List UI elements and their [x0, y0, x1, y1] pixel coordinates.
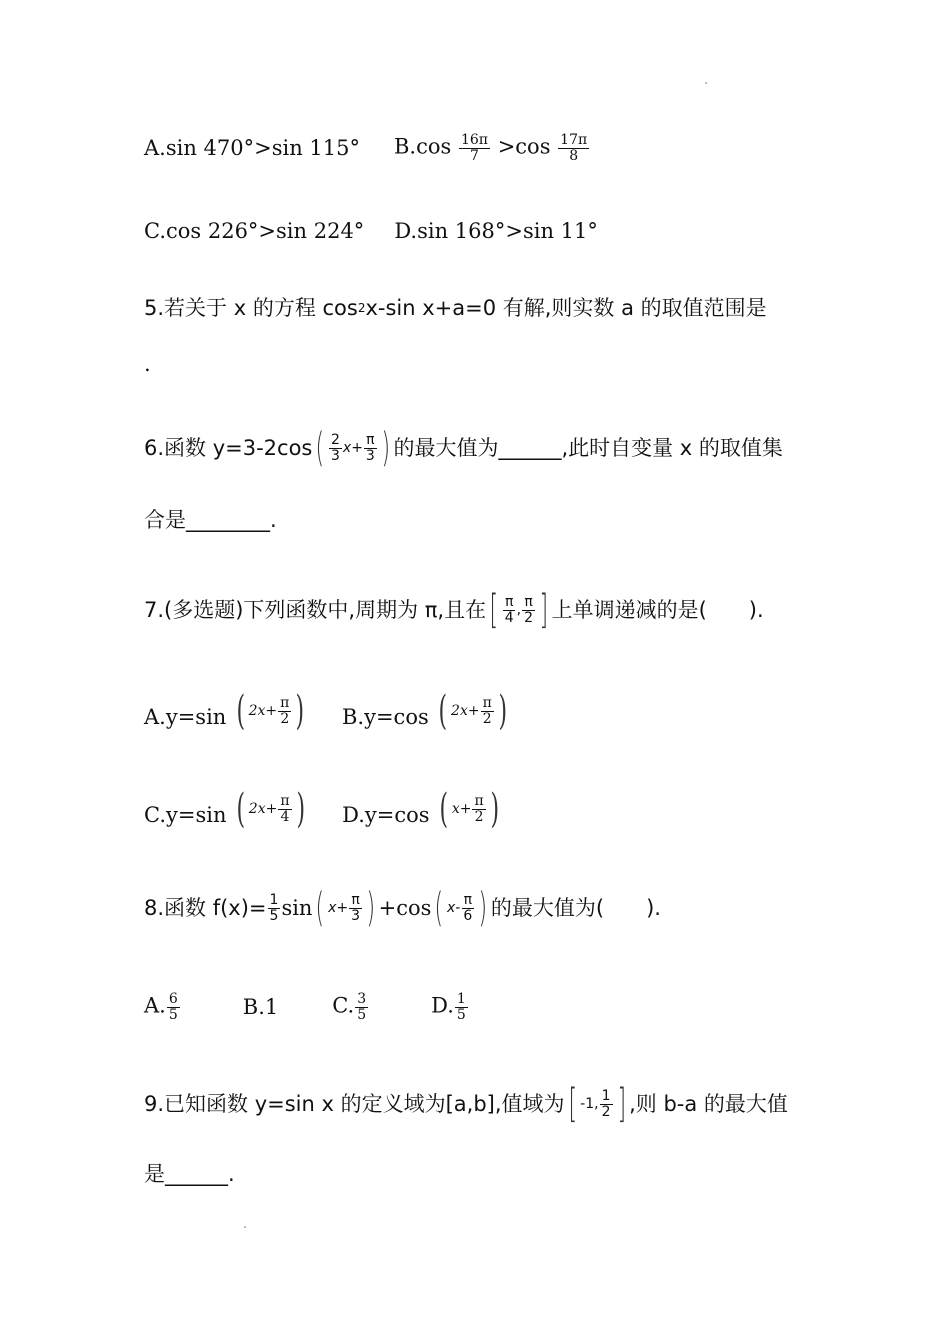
q8-option-c: C. $\frac{3}{5}$ [332, 990, 367, 1023]
q7-options-cd [144, 779, 502, 839]
q4-option-c: C.cos 226°>sin 224° [144, 218, 365, 243]
question-5-tail: . [144, 351, 151, 376]
speck [705, 82, 707, 84]
interval-expression: [ $\frac{\pi}{4}$ , $\frac{\pi}{2}$ ] [489, 587, 549, 633]
q4-options-ab [144, 118, 590, 178]
q8-options [144, 977, 469, 1037]
q8-option-d: D. $\frac{1}{5}$ [431, 990, 466, 1023]
q8-option-b: B.1 [242, 994, 279, 1019]
fraction: $\frac{1}{5}$ [269, 891, 279, 924]
q4-option-a: A.sin 470°>sin 115° [144, 135, 360, 160]
q4-option-b: B.cos $\frac{16\pi}{7}$ >cos $\frac{17\pi}{8}$ [394, 131, 588, 164]
q8-option-a: A. $\frac{6}{5}$ [144, 990, 178, 1023]
question-9: 9.已知函数 y=sin x 的定义域为[a,b],值域为 [ -1, $\frac{1}{2}$ ] ,则 b-a 的最大值 [144, 1081, 788, 1127]
question-9-line2: 是______. [144, 1161, 235, 1186]
question-5: 5.若关于 x 的方程 cos 2 x-sin x+a=0 有解,则实数 a 的取值范围是 [144, 295, 767, 320]
q7-option-d: D.y=cos ( x+ $\frac{\pi}{2}$ ) [342, 786, 499, 832]
q7-option-a: A.y=sin ( 2x+ $\frac{\pi}{2}$ ) [144, 688, 305, 734]
paren-expression: ( $\frac{2}{3}$ x+ $\frac{\pi}{3}$ ) [315, 425, 390, 471]
question-6-line2: 合是________. [144, 507, 277, 532]
speck [244, 1226, 246, 1228]
interval-expression: [ -1, $\frac{1}{2}$ ] [568, 1081, 626, 1127]
q4-option-d: D.sin 168°>sin 11° [394, 218, 598, 243]
fraction: $\frac{16\pi}{7}$ [460, 131, 488, 164]
question-7: 7.(多选题)下列函数中,周期为 π,且在 [ $\frac{\pi}{4}$ , $\frac{\pi}{2}$ ] 上单调递减的是( ). [144, 587, 764, 633]
question-8: 8.函数 f(x)= $\frac{1}{5}$ sin ( x+ $\frac{\pi}{3}$ ) +cos ( x- $\frac{\pi}{6}$ ) 的最大值为( ). [144, 885, 661, 931]
question-6: 6.函数 y=3-2cos ( $\frac{2}{3}$ x+ $\frac{\pi}{3}$ ) 的最大值为______,此时自变量 x 的取值集 [144, 425, 783, 471]
fraction: $\frac{17\pi}{8}$ [560, 131, 588, 164]
q7-option-b: B.y=cos ( 2x+ $\frac{\pi}{2}$ ) [341, 688, 507, 734]
q7-option-c: C.y=sin ( 2x+ $\frac{\pi}{4}$ ) [144, 786, 305, 832]
q7-options-ab [144, 681, 510, 741]
q4-options-cd [144, 201, 598, 261]
